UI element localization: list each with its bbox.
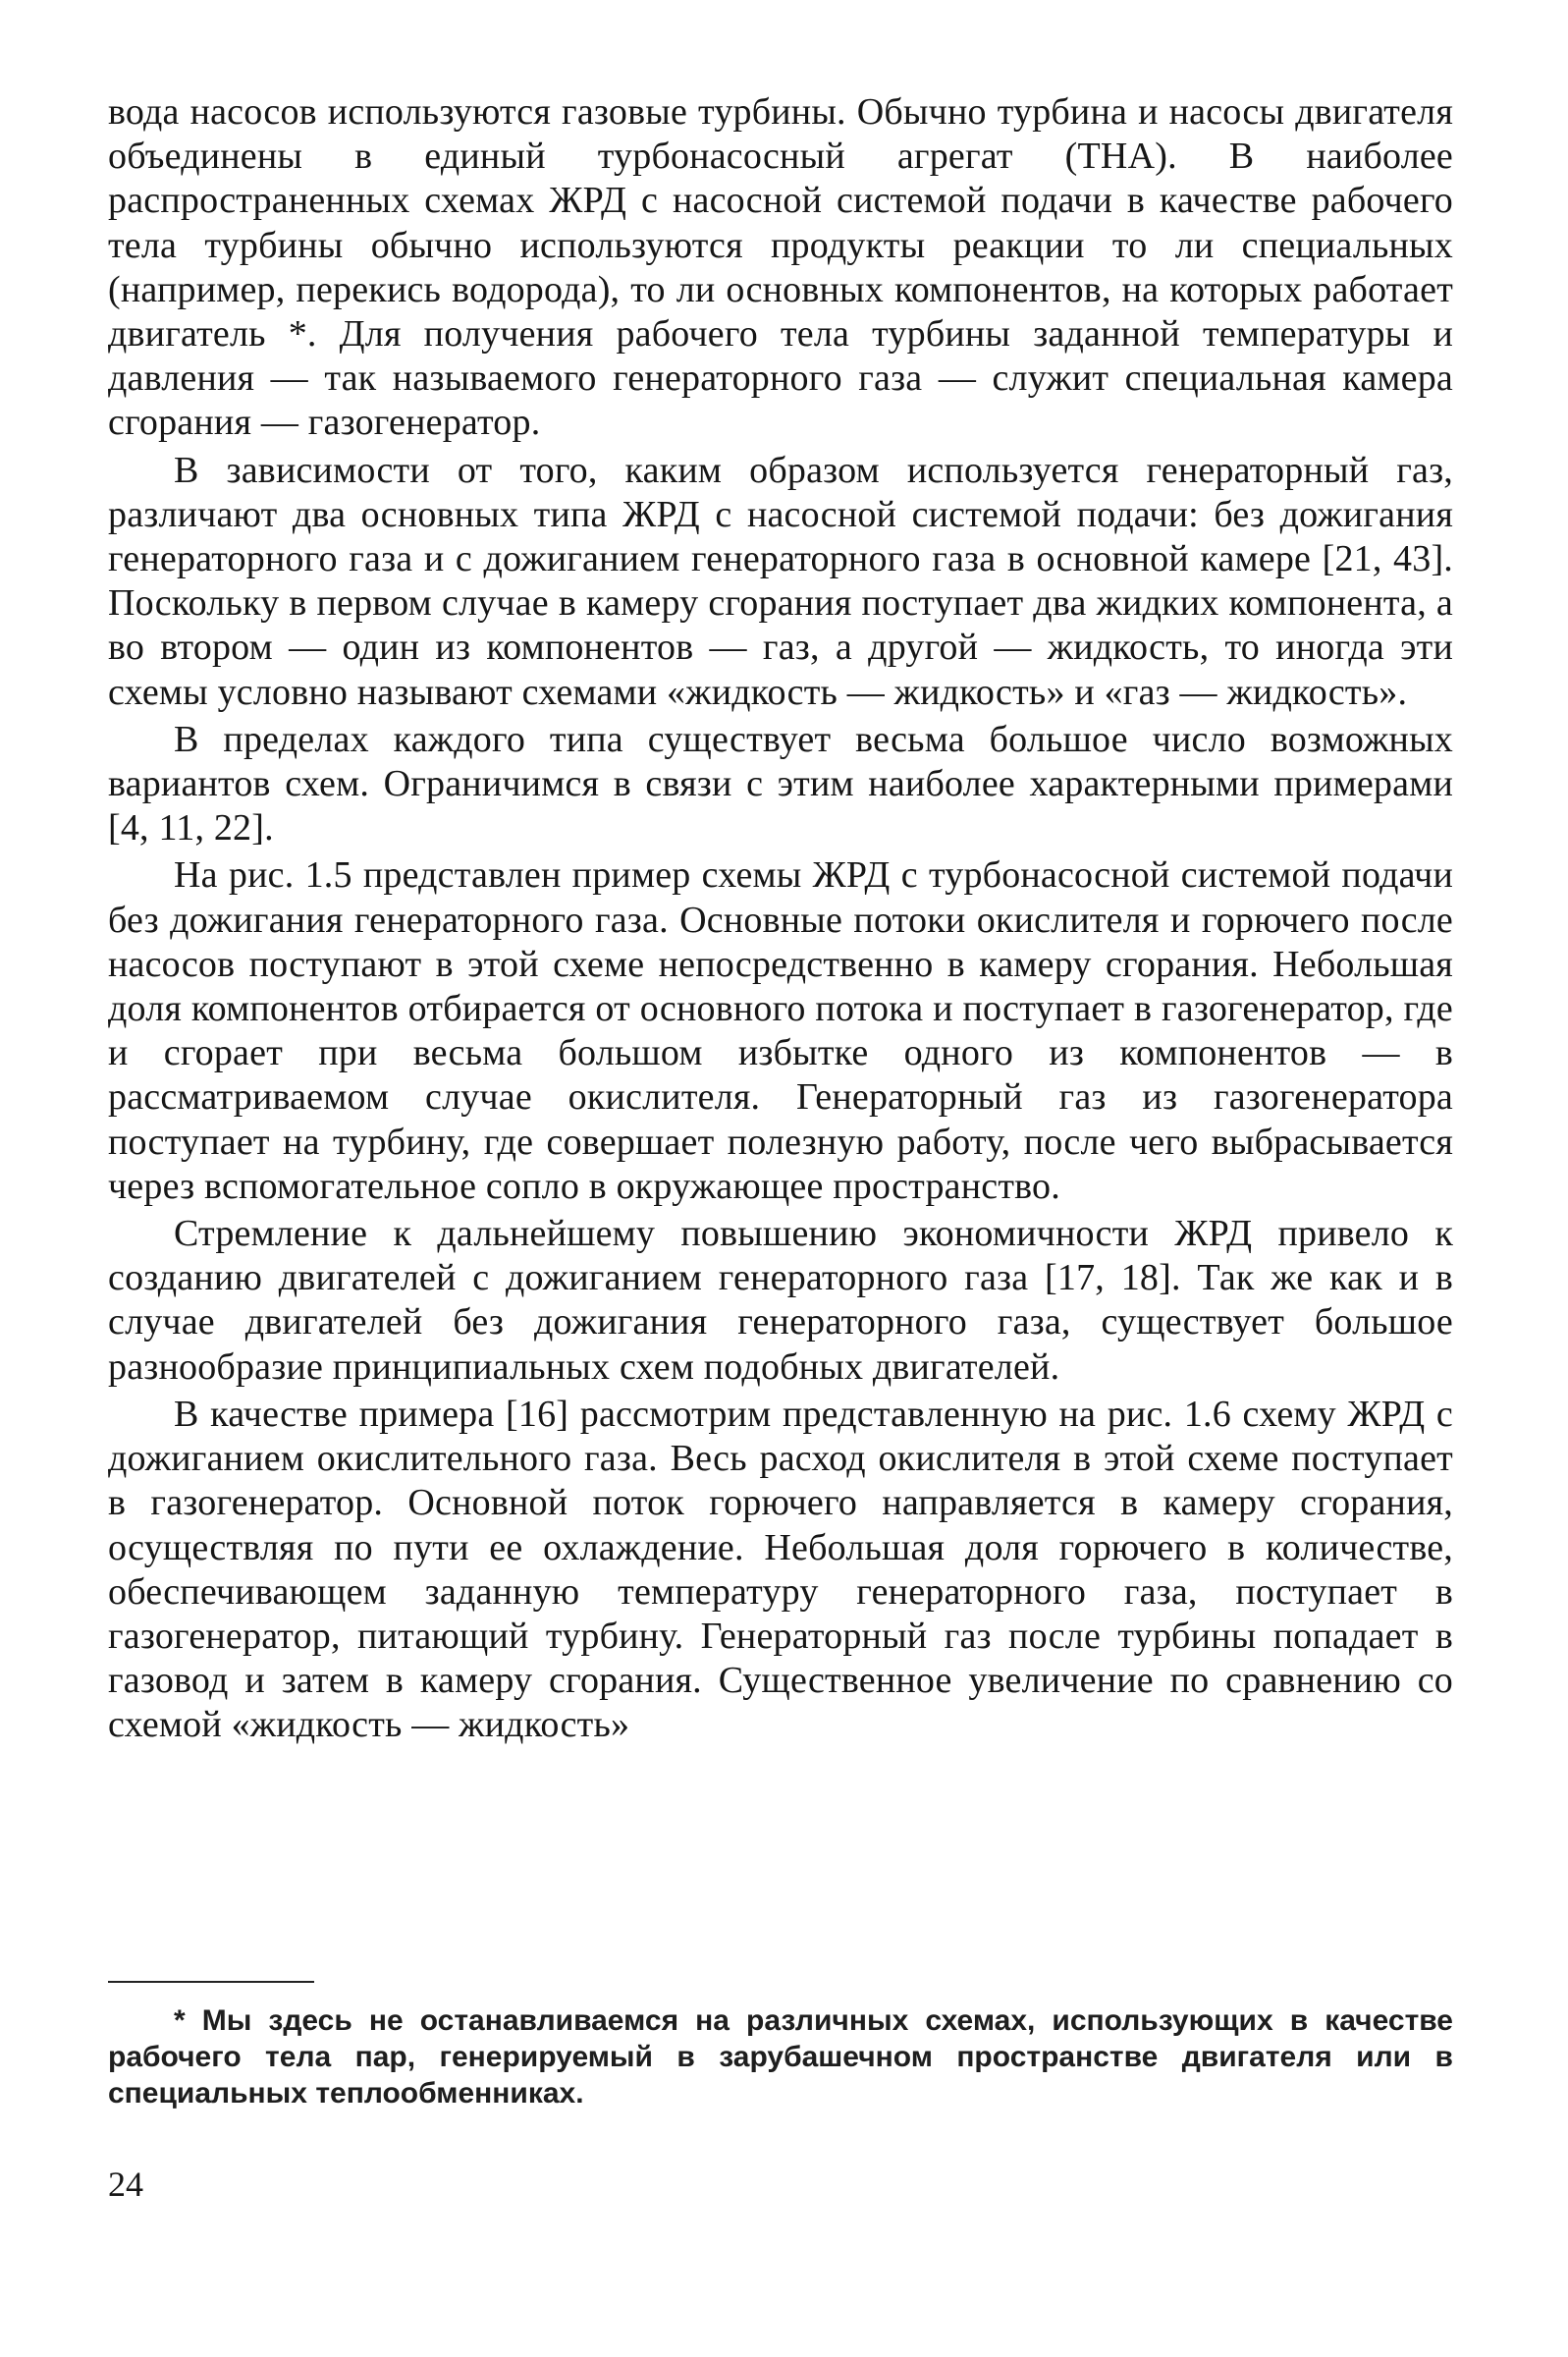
page-number: 24 [108, 2165, 143, 2204]
paragraph-5: Стремление к дальнейшему повышению экономичности ЖРД привело к созданию двигателей с дожиганием генераторного газа [17, 18]. Так же как и в случае двигателей без дожигания генераторного газа, существует большое разнообразие принципиальных схем подобных двигателей. [108, 1213, 1453, 1388]
footnote: * Мы здесь не останавливаемся на различных схемах, использующих в качестве рабочего тела пар, генерируемый в зарубашечном пространстве двигателя или в специальных теплообменниках. [108, 2004, 1453, 2110]
paragraph-2: В зависимости от того, каким образом используется генераторный газ, различают два основных типа ЖРД с насосной системой подачи: без дожигания генераторного газа и с дожиганием генераторного газа в основной камере [21, 43]. Поскольку в первом случае в камеру сгорания поступает два жидких компонента, а во втором — один из компонентов — газ, а другой — жидкость, то иногда эти схемы условно называют схемами «жидкость — жидкость» и «газ — жидкость». [108, 449, 1453, 713]
main-text [108, 90, 1453, 1748]
book-page [108, 90, 1453, 2339]
paragraph-4: На рис. 1.5 представлен пример схемы ЖРД с турбонасосной системой подачи без дожигания генераторного газа. Основные потоки окислителя и горючего после насосов поступают в этой схеме непосредственно в камеру сгорания. Небольшая доля компонентов отбирается от основного потока и поступает в газогенератор, где и сгорает при весьма большом избытке одного из компонентов — в рассматриваемом случае окислителя. Генераторный газ из газогенератора поступает на турбину, где совершает полезную работу, после чего выбрасывается через вспомогательное сопло в окружающее пространство. [108, 854, 1453, 1207]
paragraph-3: В пределах каждого типа существует весьма большое число возможных вариантов схем. Ограничимся в связи с этим наиболее характерными примерами [4, 11, 22]. [108, 718, 1453, 850]
paragraph-6: В качестве примера [16] рассмотрим представленную на рис. 1.6 схему ЖРД с дожиганием окислительного газа. Весь расход окислителя в этой схеме поступает в газогенератор. Основной поток горючего направляется в камеру сгорания, осуществляя по пути ее охлаждение. Небольшая доля горючего в количестве, обеспечивающем заданную температуру генераторного газа, поступает в газогенератор, питающий турбину. Генераторный газ после турбины попадает в газовод и затем в камеру сгорания. Существенное увеличение по сравнению со схемой «жидкость — жидкость» [108, 1393, 1453, 1746]
footnote-divider [108, 1981, 314, 1983]
paragraph-1: вода насосов используются газовые турбины. Обычно турбина и насосы двигателя объединены в единый турбонасосный агрегат (ТНА). В наиболее распространенных схемах ЖРД с насосной системой подачи в качестве рабочего тела турбины обычно используются продукты реакции то ли специальных (например, перекись водорода), то ли основных компонентов, на которых работает двигатель *. Для получения рабочего тела турбины заданной температуры и давления — так называемого генераторного газа — служит специальная камера сгорания — газогенератор. [108, 91, 1453, 444]
